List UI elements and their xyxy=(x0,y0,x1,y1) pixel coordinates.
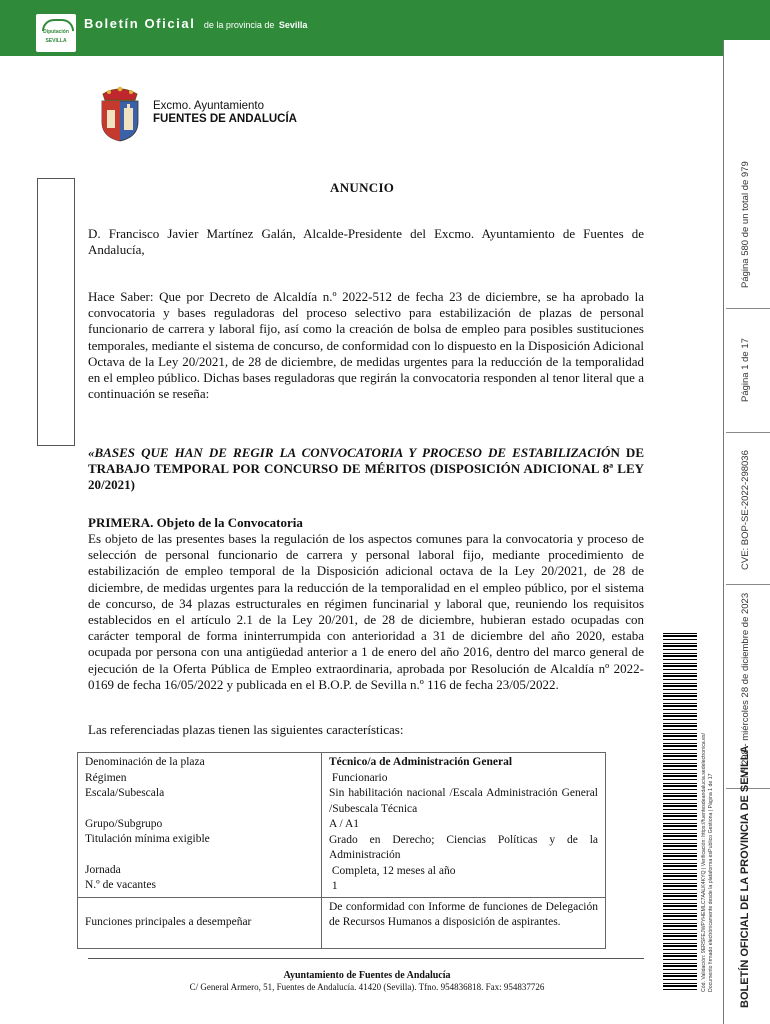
decree-paragraph: Hace Saber: Que por Decreto de Alcaldía n.º 2022-512 de fecha 23 de diciembre, se ha aprobado la convocatoria y bases reguladoras del proceso selectivo para estabilización de plazas de personal funcionario de carrera y laboral fijo, así como la creación de bolsa de empleo para posibles sustituciones temporales, mediante el sistema de concurso, de conformidad con lo dispuesto en la Disposición Adicional Octava de la Ley 20/2021, de 28 de diciembre, de medidas urgentes para la reducción de la temporalidad en el empleo público. Dichas bases reguladoras que regirán la convocatoria responden al tenor literal que a continuación se reseña: xyxy=(88,289,644,402)
label-escala: Escala/Subescala xyxy=(85,787,165,799)
sidebar-separator xyxy=(726,584,770,585)
value-grupo: A / A1 xyxy=(329,818,360,830)
registry-stamp-box xyxy=(37,178,75,446)
sidebar-divider xyxy=(723,40,724,1024)
footer-organization: Ayuntamiento de Fuentes de Andalucía xyxy=(283,970,451,981)
intro-paragraph: D. Francisco Javier Martínez Galán, Alcalde-Presidente del Excmo. Ayuntamiento de Fuentes de Andalucía, xyxy=(88,226,644,258)
town-crest-icon xyxy=(99,86,141,142)
bases-heading xyxy=(88,445,644,493)
value-escala: Sin habilitación nacional /Escala Administración General /Subescala Técnica xyxy=(329,787,598,815)
table-values-cell xyxy=(322,753,606,898)
sidebar-brand: BOLETÍN OFICIAL DE LA PROVINCIA DE SEVILLA xyxy=(739,745,751,1008)
label-grupo: Grupo/Subgrupo xyxy=(85,817,163,830)
town-hall-name xyxy=(153,100,297,126)
position-table xyxy=(77,752,606,949)
logo-bottom-text: SEVILLA xyxy=(45,38,67,44)
table-row xyxy=(78,753,606,898)
label-jornada: Jornada xyxy=(85,863,121,876)
bulletin-brand xyxy=(84,15,307,33)
verification-line-1: Cód. Validación: 9ERSFEJWPYHEMLC7AALK4KYQ | Verificación: https://fuentesdeandalucia.sedelectronica.es/ xyxy=(701,732,707,992)
logo-top-text: Diputación xyxy=(43,29,69,35)
sidebar-separator xyxy=(726,308,770,309)
label-vacantes: N.º de vacantes xyxy=(85,879,156,891)
referenced-intro: Las referenciadas plazas tienen las siguientes características: xyxy=(88,722,404,737)
footer-address: C/ General Armero, 51, Fuentes de Andalucía. 41420 (Sevilla). Tfno. 954836818. Fax: 954837726 xyxy=(189,982,545,992)
value-denominacion: Técnico/a de Administración General xyxy=(329,756,513,768)
table-labels-cell xyxy=(78,753,322,898)
label-denominacion: Denominación de la plaza xyxy=(85,756,205,768)
label-titulacion: Titulación mínima exigible xyxy=(85,833,210,845)
value-vacantes: 1 xyxy=(329,880,338,892)
label-funciones: Funciones principales a desempeñar xyxy=(85,915,252,928)
value-regimen: Funcionario xyxy=(329,771,388,784)
section-primera-heading: PRIMERA. Objeto de la Convocatoria xyxy=(88,515,303,530)
sidebar-issue: Nº 298 - miércoles 28 de diciembre de 2023 xyxy=(740,592,751,778)
diputacion-logo xyxy=(36,14,76,52)
brand-mid: de la provincia de xyxy=(203,20,275,30)
table-row xyxy=(78,897,606,948)
town-hall-line-1: Excmo. Ayuntamiento xyxy=(153,100,265,112)
verification-line-2: Documento firmado electrónicamente desde la plataforma esPublico Gestiona | Página 1 de 17 xyxy=(708,773,714,992)
brand-place: Sevilla xyxy=(278,20,308,30)
footer-divider xyxy=(88,958,644,959)
bases-heading-rest: N DE TRABAJO TEMPORAL POR CONCURSO DE MÉRITOS (DISPOSICIÓN ADICIONAL 8ª LEY 20/2021) xyxy=(88,445,644,492)
value-jornada: Completa, 12 meses al año xyxy=(329,864,456,877)
verification-barcode xyxy=(663,630,697,990)
section-primera-body: Es objeto de las presentes bases la regulación de los aspectos comunes para la convocatoria y proceso de selección de personal funcionario de carrera y personal laboral fijo, mediante procedimiento de estabilización de empleo temporal de la Disposición adicional octava de la Ley 20/2021, de 28 de diciembre, de medidas urgentes para la reducción de la temporalidad en el empleo público, por el sistema de concurso, de 34 plazas estructurales en régimen funcinarial y laboral que, reuniendo los requisitos establecidos en el artículo 2.1 de la Ley 20/201, de 28 de diciembre, hubieran estado ocupadas con carácter temporal de forma ininterrumpida con anterioridad a 31 de diciembre del año 2020, estaba ocupada por persona con una antigüedad anterior a 1 de enero del año 2016, dentro del marco general de ejecución de la Oferta Pública de Empleo extraordinaria, aprobada por Resolución de Alcaldía nº 2022-0169 de fecha 16/05/2022 y publicada en el B.O.P. de Sevilla n.º 116 de fecha 23/05/2022. xyxy=(88,531,644,692)
label-regimen: Régimen xyxy=(85,771,127,784)
document-title: ANUNCIO xyxy=(330,180,395,195)
town-hall-line-2: FUENTES DE ANDALUCÍA xyxy=(153,113,297,125)
table-label-cell xyxy=(78,897,322,948)
sidebar-separator xyxy=(726,432,770,433)
sidebar-page-part: Página 1 de 17 xyxy=(740,338,751,402)
sidebar-cve: CVE: BOP-SE-2022-298036 xyxy=(740,450,751,570)
header-band xyxy=(0,0,770,56)
bases-heading-italic: «BASES QUE HAN DE REGIR LA CONVOCATORIA Y PROCESO DE ESTABILIZACIÓ xyxy=(88,445,611,460)
brand-main: Boletín Oficial xyxy=(84,16,196,31)
value-funciones: De conformidad con Informe de funciones de Delegación de Recursos Humanos a disposición de aspirantes. xyxy=(322,897,606,948)
value-titulacion: Grado en Derecho; Ciencias Políticas y de la Administración xyxy=(329,833,598,861)
sidebar-page-total: Página 580 de un total de 979 xyxy=(740,161,751,288)
